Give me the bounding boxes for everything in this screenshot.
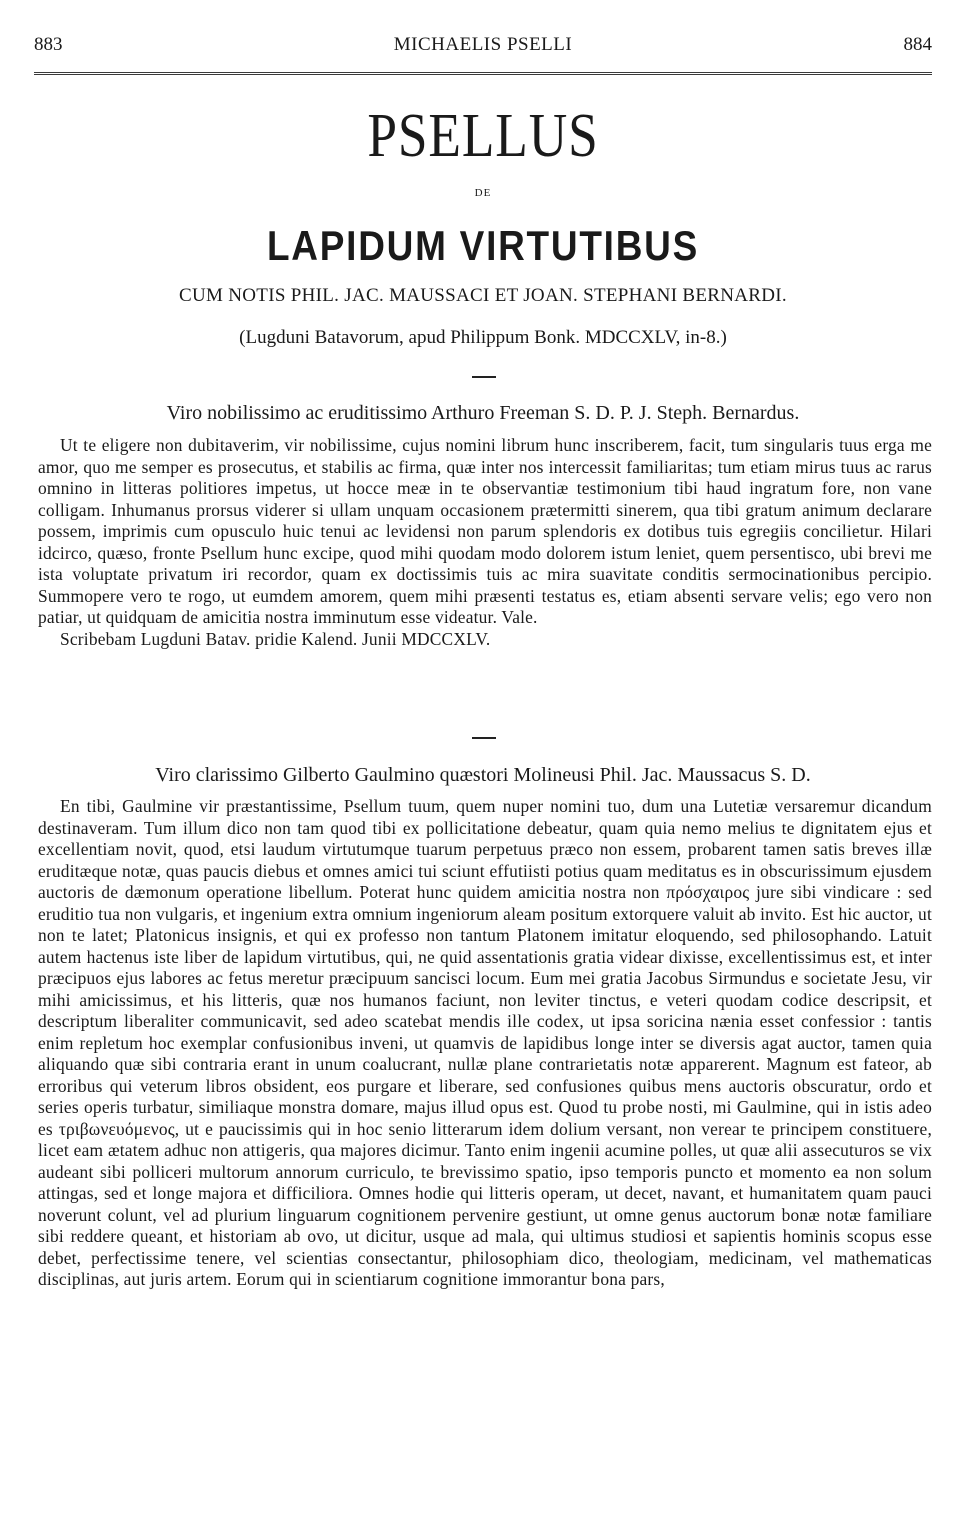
dedication-body-gaulmin (38, 796, 932, 1291)
header-double-rule (34, 72, 932, 78)
subtitle: LAPIDUM VIRTUTIBUS (266, 222, 700, 269)
section-divider (472, 376, 496, 378)
publication-line: (Lugduni Batavorum, apud Philippum Bonk. MDCCXLV, in-8.) (239, 327, 727, 348)
dedication-heading-freeman: Viro nobilissimo ac eruditissimo Arthuro Freeman S. D. P. J. Steph. Bernardus. (166, 402, 800, 424)
running-title: MICHAELIS PSELLI (393, 34, 573, 55)
right-column-number: 884 (903, 34, 932, 55)
dedication-paragraph: Ut te eligere non dubitaverim, vir nobilissime, cujus nomini librum hunc inscriberem, facit, tum singularis tuus erga me amor, quo me semper es prosecutus, et stabilis ac firma, quæ inter nos intercessit familiaritas; tum etiam mirus tuus ac rarus omnino in litteras politiores impetus, ut hocce meæ in te observantiæ testimonium tibi haud ingratum fore, non vane colligam. Inhumanus prorsus viderer si ullam unquam occasionem prætermitti sinerem, qua tibi gratum animum declarare possem, imprimis cum opusculo huic tenui ac levidensi non parum splendoris ex dotibus tuis egregiis concilietur. Hilari idcirco, quæso, fronte Psellum hunc excipe, quod mihi quodam modo dolorem istum leniet, quem persentisco, ubi brevi me ista voluptate privatum iri recordor, quam ex doctissimis tuis ac mira suavitate conditis sermocinationibus percipio. Summopere vero te rogo, ut eumdem amorem, quem mihi præsenti testatus es, etiam absenti servare velis; ego vero non patiar, ut quidquam de amicitia nostra imminutum esse videatur. Vale. (38, 435, 932, 627)
dedication-paragraph: En tibi, Gaulmine vir præstantissime, Psellum tuum, quem nuper nomini tuo, dum una Lutetiæ versaremur dicandum destinaveram. Tum illum dico non tam quod tibi ex pollicitatione debeatur, quam quia nemo melius te dignitatem ejus et excellentiam novit, quod, etsi laudum virtutumque tuarum perpetuus præco non essem, probarent tamen satis breves illæ eruditæque notæ, quas paucis diebus et omnes amici tui sciunt effutiisti potius quam meditatus es in obscurissimum ejusdem auctoris de dæmonum operatione libellum. Poterat hunc quidem amicitia nostra non πρόσχαιρος jure sibi vindicare : sed eruditio tua non vulgaris, et ingenium extra omnium ingeniorum aleam positum extorquere valuit ab invito. Est hic auctor, ut non te latet; Platonicus insignis, et qui ex professo non tantum Platonem imitatur eloquendo, sed philosophando. Latuit autem hactenus iste liber de lapidum virtutibus, qui, ne quid assentationis gratia videar dixisse, excellentissimus est, et inter præcipuos ejus labores ac fetus meretur præcipuum sancisci locum. Eum mei gratia Jacobus Sirmundus e societate Jesu, vir mihi amicissimus, et his litteris, quæ nos humanos faciunt, non leviter tinctus, e veteri quodam codice descripsit, et descriptum liberaliter communicavit, sed adeo scatebat mendis ille codex, ut ipsa soricina nænia esset confessior : tantis enim repletum hoc exemplar confusionibus inveni, ut quamvis de lapidibus longe inter se diversis agat auctor, tamen quia aliquando quæ sibi contraria erant in unum coalucrant, nullæ plane contrarietatis notæ apparerent. Magnum est fateor, ab erroribus qui veterum libros obsident, eos purgare et liberare, sed confusiones quibus mens auctoris obscuratur, ordo et series operis turbatur, similiaque monstra domare, majus illud opus est. Quod tu probe nosti, mi Gaulmine, qui in istis adeo es τριβωνευόμενος, ut e paucissimis qui in hoc senio litterarum idem dolium versant, non verear te principem constituere, licet eam ætatem adhuc non attigeris, qua majores dicimur. Tanto enim ingenii acumine polles, ut quæ alii assecuturos se vix audeant sibi polliceri multorum annorum curriculo, te brevissimo spatio, ipso temporis puncto et momento ea non solum attingas, sed et longe majora et difficiliora. Omnes hodie qui litteris operam, ut decet, navant, et humanitatem quam pauci noverunt colunt, vel ad plurium linguarum cognitionem pervenire gestiunt, ut omne genus auctorum bonæ notæ familiare sibi reddere queant, et historiam ab ovo, ut dicitur, usque ad mala, qui ultimus studiosi et sapientis hominis scopus esse debet, perfectissime tenere, vel scientias consectantur, philosophiam dico, theologiam, medicinam, vel mathematicas disciplinas, aut juris artem. Eorum qui in scientiarum cognitione immorantur bona pars, (38, 796, 932, 1289)
title-block (34, 100, 932, 350)
notes-line: CUM NOTIS PHIL. JAC. MAUSSACI ET JOAN. STEPHANI BERNARDI. (179, 285, 787, 306)
section-divider (472, 737, 496, 739)
main-title: PSELLUS (367, 102, 599, 170)
dedication-signoff: Scribebam Lugduni Batav. pridie Kalend. Junii MDCCXLV. (60, 628, 491, 649)
dedication-heading-gaulmin: Viro clarissimo Gilberto Gaulmino quæstori Molineusi Phil. Jac. Maussacus S. D. (155, 764, 811, 786)
title-de: DE (474, 187, 492, 199)
running-head (34, 34, 932, 62)
left-column-number: 883 (34, 34, 63, 55)
dedication-body-freeman (38, 435, 932, 650)
